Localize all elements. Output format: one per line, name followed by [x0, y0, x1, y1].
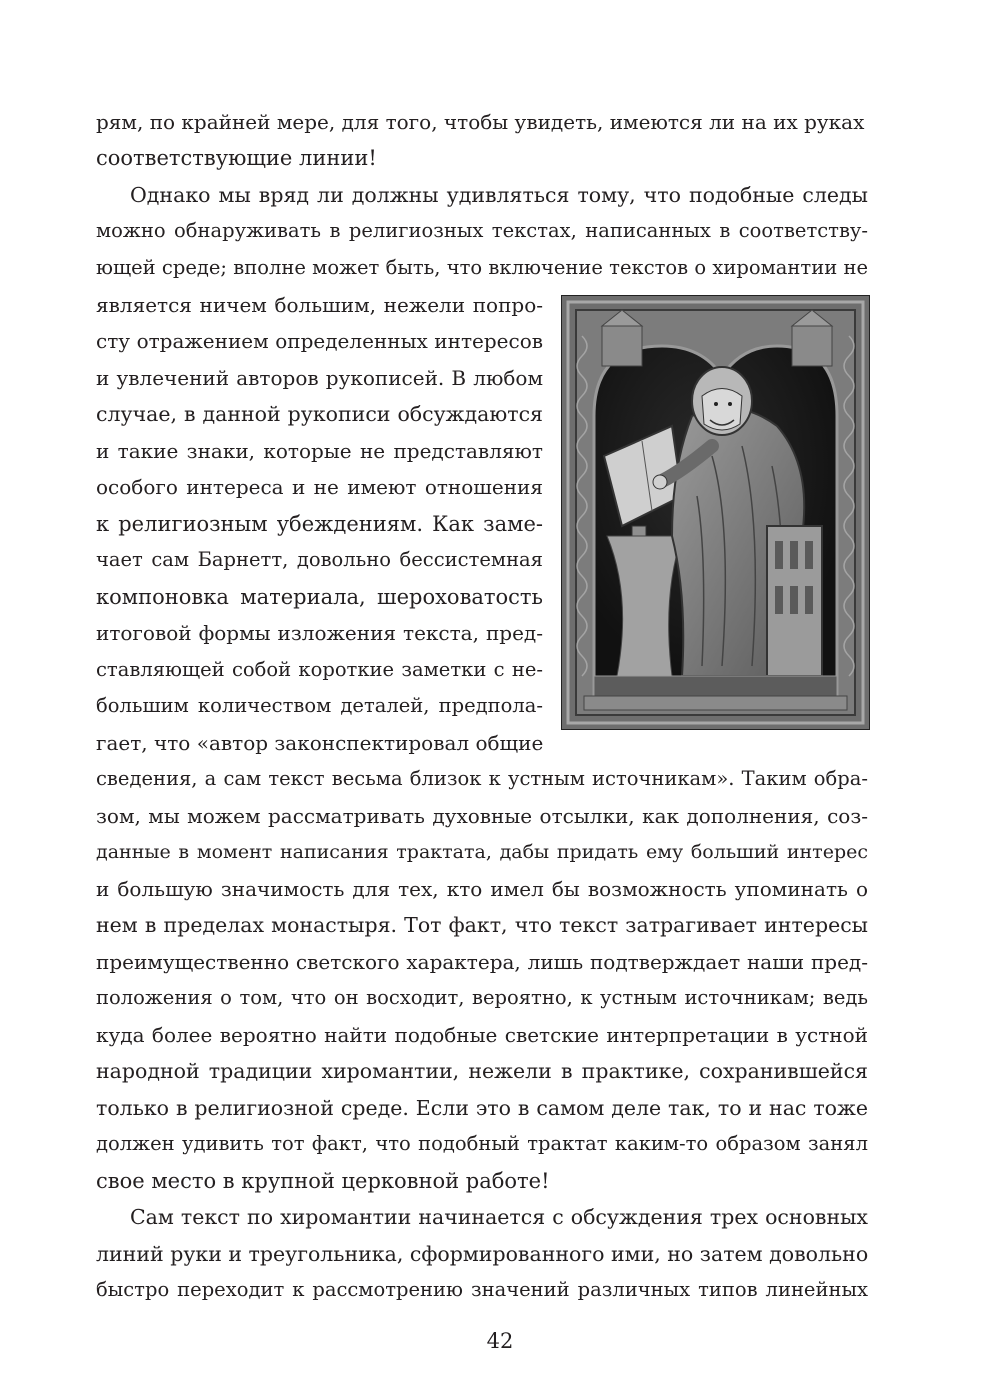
text-line: народной традиции хиромантии, нежели в практике, сохранившейся [96, 1059, 868, 1083]
text-line: преимущественно светского характера, лишь подтверждает наши пред- [96, 950, 868, 974]
text-line: является ничем большим, нежели попро- [96, 293, 543, 317]
text-line: и такие знаки, которые не представляют [96, 439, 543, 463]
text-line: случае, в данной рукописи обсуждаются [96, 402, 543, 426]
text-line: ставляющей собой короткие заметки с не- [96, 658, 543, 681]
text-line: сту отражением определенных интересов [96, 329, 543, 353]
text-line: гает, что «автор законспектировал общие [96, 731, 544, 755]
text-line: и большую значимость для тех, кто имел бы возможность упоминать о [96, 877, 868, 901]
text-line: должен удивить тот факт, что подобный трактат каким-то образом занял [96, 1132, 868, 1155]
text-line: к религиозным убеждениям. Как заме- [96, 512, 543, 536]
text-line: можно обнаруживать в религиозных текстах, написанных в соответству- [96, 219, 868, 242]
text-line: ющей среде; вполне может быть, что включение текстов о хиромантии не [96, 256, 868, 279]
text-line: большим количеством деталей, предпола- [96, 694, 543, 717]
text-line: положения о том, что он восходит, вероятно, к устным источникам; ведь [96, 986, 868, 1009]
text-line: сведения, а сам текст весьма близок к устным источникам». Таким обра- [96, 767, 868, 790]
text-line: и увлечений авторов рукописей. В любом [96, 366, 543, 390]
text-line: рям, по крайней мере, для того, чтобы увидеть, имеются ли на их руках [96, 110, 865, 134]
text-line: быстро переходит к рассмотрению значений различных типов линейных [96, 1278, 868, 1301]
text-line: только в религиозной среде. Если это в самом деле так, то и нас тоже [96, 1096, 868, 1120]
text-line: соответствующие линии! [96, 146, 377, 170]
text-line: Однако мы вряд ли должны удивляться тому, что подобные следы [130, 183, 868, 207]
text-line: зом, мы можем рассматривать духовные отсылки, как дополнения, соз- [96, 804, 868, 828]
text-line: Сам текст по хиромантии начинается с обсуждения трех основных [130, 1205, 868, 1229]
text-line: компоновка материала, шероховатость [96, 585, 543, 609]
text-line: куда более вероятно найти подобные светские интерпретации в устной [96, 1023, 868, 1047]
medieval-scribe-icon [562, 296, 869, 729]
text-line: особого интереса и не имеют отношения [96, 475, 543, 499]
text-line: свое место в крупной церковной работе! [96, 1169, 550, 1193]
scribe-illustration [561, 295, 870, 730]
text-line: итоговой формы изложения текста, пред- [96, 621, 543, 645]
text-line: линий руки и треугольника, сформированного ими, но затем довольно [96, 1242, 869, 1266]
text-line: данные в момент написания трактата, дабы придать ему больший интерес [96, 841, 868, 863]
text-line: нем в пределах монастыря. Тот факт, что текст затрагивает интересы [96, 913, 868, 937]
page-number: 42 [486, 1329, 514, 1353]
text-line: чает сам Барнетт, довольно бессистемная [96, 548, 543, 571]
